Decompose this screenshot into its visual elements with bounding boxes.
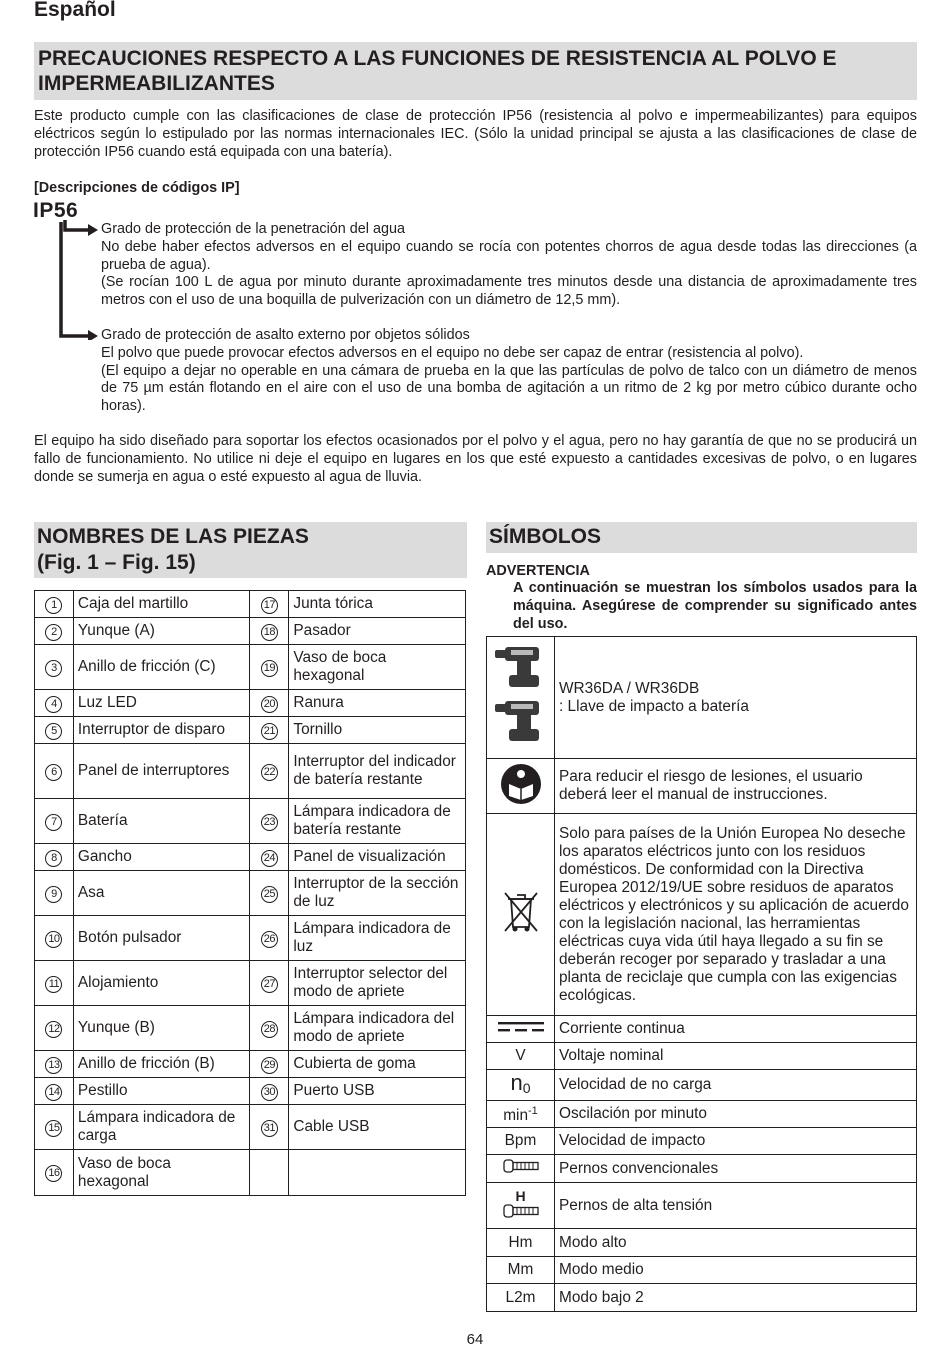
part-name: Gancho bbox=[73, 844, 250, 871]
bpm-symbol: Bpm bbox=[487, 1128, 555, 1155]
part-number-cell bbox=[35, 871, 74, 916]
part-number: 2 bbox=[45, 624, 62, 641]
part-name: Tornillo bbox=[289, 717, 466, 744]
medium-mode-symbol: Mm bbox=[487, 1257, 555, 1284]
part-number-cell bbox=[250, 690, 289, 717]
symbol-row-bpm bbox=[487, 1128, 917, 1155]
part-number-cell bbox=[250, 1078, 289, 1105]
part-name: Vaso de boca hexagonal bbox=[73, 1150, 250, 1196]
part-name: Interruptor de la sección de luz bbox=[289, 871, 466, 916]
part-number-cell bbox=[35, 1006, 74, 1051]
part-name: Asa bbox=[73, 871, 250, 916]
symbol-row-weee bbox=[487, 814, 917, 1016]
part-number: 16 bbox=[45, 1165, 62, 1182]
symbol-row-tool bbox=[487, 637, 917, 759]
part-number-cell bbox=[35, 645, 74, 690]
model-cell bbox=[555, 637, 917, 759]
part-number: 21 bbox=[261, 723, 278, 740]
low-mode-text: Modo bajo 2 bbox=[555, 1284, 917, 1312]
part-name bbox=[289, 1150, 466, 1196]
part-number-cell bbox=[35, 744, 74, 799]
part-name: Junta tórica bbox=[289, 591, 466, 618]
read-manual-icon bbox=[499, 762, 543, 806]
part-number: 3 bbox=[45, 660, 62, 677]
direct-current-icon bbox=[498, 1021, 544, 1033]
water-protection-block bbox=[101, 221, 917, 310]
symbol-row-no-load bbox=[487, 1070, 917, 1101]
parts-title-line2: (Fig. 1 – Fig. 15) bbox=[37, 551, 196, 574]
part-number-cell bbox=[35, 916, 74, 961]
part-number: 23 bbox=[261, 814, 278, 831]
part-number-cell bbox=[250, 717, 289, 744]
water-grade-title: Grado de protección de la penetración del agua bbox=[101, 221, 406, 237]
parts-row bbox=[35, 690, 466, 717]
part-number-cell bbox=[35, 690, 74, 717]
part-number: 24 bbox=[261, 850, 278, 867]
part-number: 28 bbox=[261, 1021, 278, 1038]
parts-row bbox=[35, 1051, 466, 1078]
part-number-cell bbox=[35, 1078, 74, 1105]
part-number-cell bbox=[35, 717, 74, 744]
voltage-symbol: V bbox=[487, 1043, 555, 1070]
part-name: Batería bbox=[73, 799, 250, 844]
part-number: 11 bbox=[45, 976, 62, 993]
part-number: 9 bbox=[45, 886, 62, 903]
part-number: 7 bbox=[45, 814, 62, 831]
parts-row bbox=[35, 1078, 466, 1105]
part-name: Interruptor selector del modo de apriete bbox=[289, 961, 466, 1006]
precautions-title: PRECAUCIONES RESPECTO A LAS FUNCIONES DE RESISTENCIA AL POLVO E IMPERMEABILIZANTES bbox=[34, 42, 917, 100]
water-grade-detail: (Se rocían 100 L de agua por minuto durante aproximadamente tres minutos desde una distancia de aproximadamente tres metros con el uso de una boquilla de pulverización con un diámetro de 12,5 mm). bbox=[101, 274, 917, 309]
part-name: Caja del martillo bbox=[73, 591, 250, 618]
high-mode-text: Modo alto bbox=[555, 1229, 917, 1257]
part-name: Panel de interruptores bbox=[73, 744, 250, 799]
part-name: Anillo de fricción (C) bbox=[73, 645, 250, 690]
medium-mode-text: Modo medio bbox=[555, 1257, 917, 1284]
part-number-cell bbox=[35, 1150, 74, 1196]
part-name: Ranura bbox=[289, 690, 466, 717]
parts-row bbox=[35, 645, 466, 690]
parts-row bbox=[35, 961, 466, 1006]
part-number-cell bbox=[250, 618, 289, 645]
part-number-cell bbox=[35, 1105, 74, 1150]
dust-grade-text: El polvo que puede provocar efectos adversos en el equipo no debe ser capaz de entrar (resistencia al polvo). bbox=[101, 344, 804, 361]
part-name: Vaso de boca hexagonal bbox=[289, 645, 466, 690]
part-number: 22 bbox=[261, 764, 278, 781]
voltage-text: Voltaje nominal bbox=[555, 1043, 917, 1070]
parts-row bbox=[35, 871, 466, 916]
bolt-icon bbox=[503, 1159, 539, 1173]
part-number-cell bbox=[35, 799, 74, 844]
weee-text: Solo para países de la Unión Europea No deseche los aparatos eléctricos junto con los residuos domésticos. De conformidad con la Directiva Europea 2012/19/UE sobre residuos de aparatos eléctricos y electrónicos y su aplicación de acuerdo con la legislación nacional, las herramientas eléctricas cuya vida útil haya llegado a su fin se deberán recoger por separado y trasladar a una planta de reciclaje que cumpla con las exigencias ecológicas. bbox=[555, 814, 917, 1016]
part-number: 5 bbox=[45, 723, 62, 740]
per-minute-text: Oscilación por minuto bbox=[555, 1101, 917, 1128]
low-mode-symbol: L2m bbox=[487, 1284, 555, 1312]
symbol-row-low-mode bbox=[487, 1284, 917, 1312]
part-number: 17 bbox=[261, 597, 278, 614]
parts-row bbox=[35, 1150, 466, 1196]
part-number: 27 bbox=[261, 976, 278, 993]
part-number: 29 bbox=[261, 1057, 278, 1074]
part-number-cell bbox=[250, 591, 289, 618]
precautions-intro: Este producto cumple con las clasificaciones de clase de protección IP56 (resistencia al polvo e impermeabilizantes) para equipos eléctricos según lo estipulado por las normas internacionales IEC. (Sólo la unidad principal se ajusta a las clasificaciones de clase de protección IP56 cuando está equipada con una batería). bbox=[34, 108, 917, 160]
parts-row bbox=[35, 799, 466, 844]
parts-title bbox=[34, 522, 467, 578]
high-mode-symbol: Hm bbox=[487, 1229, 555, 1257]
part-name: Botón pulsador bbox=[73, 916, 250, 961]
no-load-text: Velocidad de no carga bbox=[555, 1070, 917, 1101]
symbol-row-manual bbox=[487, 759, 917, 814]
part-name: Cable USB bbox=[289, 1105, 466, 1150]
part-number: 26 bbox=[261, 931, 278, 948]
bolt-text: Pernos convencionales bbox=[555, 1155, 917, 1183]
parts-row bbox=[35, 1105, 466, 1150]
part-number: 14 bbox=[45, 1084, 62, 1101]
part-name: Lámpara indicadora del modo de apriete bbox=[289, 1006, 466, 1051]
part-number-cell bbox=[35, 961, 74, 1006]
page-number: 64 bbox=[466, 1331, 484, 1348]
part-name: Anillo de fricción (B) bbox=[73, 1051, 250, 1078]
part-name: Yunque (B) bbox=[73, 1006, 250, 1051]
part-number-cell bbox=[250, 1051, 289, 1078]
part-number: 30 bbox=[261, 1084, 278, 1101]
high-tension-letter: H bbox=[515, 1187, 526, 1204]
ip-codes-heading: [Descripciones de códigos IP] bbox=[34, 180, 240, 196]
symbols-table bbox=[486, 636, 917, 1312]
part-number-cell bbox=[250, 961, 289, 1006]
part-number-cell bbox=[250, 1150, 289, 1196]
ip-bracket-arrows bbox=[58, 220, 100, 340]
part-number: 4 bbox=[45, 696, 62, 713]
part-number-cell bbox=[35, 591, 74, 618]
high-tension-bolt-icon bbox=[503, 1204, 539, 1218]
part-number: 18 bbox=[261, 624, 278, 641]
dust-grade-title: Grado de protección de asalto externo por objetos sólidos bbox=[101, 327, 470, 343]
parts-row bbox=[35, 1006, 466, 1051]
water-grade-text: No debe haber efectos adversos en el equipo cuando se rocía con potentes chorros de agua desde todas las direcciones (a prueba de agua). bbox=[101, 238, 917, 273]
part-name: Pestillo bbox=[73, 1078, 250, 1105]
dust-protection-block bbox=[101, 327, 917, 416]
part-name: Alojamiento bbox=[73, 961, 250, 1006]
part-number: 31 bbox=[261, 1120, 278, 1137]
part-name: Lámpara indicadora de luz bbox=[289, 916, 466, 961]
model-number: WR36DA / WR36DB bbox=[559, 679, 700, 697]
parts-row bbox=[35, 618, 466, 645]
part-number: 15 bbox=[45, 1120, 62, 1137]
symbol-row-high-mode bbox=[487, 1229, 917, 1257]
precautions-closing: El equipo ha sido diseñado para soportar los efectos ocasionados por el polvo y el agua, pero no hay garantía de que no se producirá un fallo de funcionamiento. No utilice ni deje el equipo en lugares en los que esté expuesto a cantidades excesivas de polvo, o en lugares donde se sumerja en agua o esté expuesto al agua de lluvia. bbox=[34, 433, 917, 485]
model-description: : Llave de impacto a batería bbox=[559, 697, 749, 715]
high-tension-text: Pernos de alta tensión bbox=[555, 1183, 917, 1229]
parts-title-line1: NOMBRES DE LAS PIEZAS bbox=[37, 525, 309, 548]
impact-wrench-icon bbox=[487, 637, 555, 759]
symbols-title: SÍMBOLOS bbox=[486, 522, 917, 553]
language-heading: Español bbox=[34, 0, 116, 21]
part-number: 6 bbox=[45, 764, 62, 781]
part-number-cell bbox=[250, 916, 289, 961]
part-name: Cubierta de goma bbox=[289, 1051, 466, 1078]
part-number: 13 bbox=[45, 1057, 62, 1074]
symbol-row-voltage bbox=[487, 1043, 917, 1070]
symbol-row-bolt bbox=[487, 1155, 917, 1183]
part-number: 12 bbox=[45, 1021, 62, 1038]
part-number-cell bbox=[35, 844, 74, 871]
part-name: Interruptor del indicador de batería restante bbox=[289, 744, 466, 799]
parts-row bbox=[35, 844, 466, 871]
part-number-cell bbox=[35, 618, 74, 645]
manual-text: Para reducir el riesgo de lesiones, el usuario deberá leer el manual de instrucciones. bbox=[555, 759, 917, 814]
symbol-row-dc bbox=[487, 1016, 917, 1043]
part-number-cell bbox=[250, 844, 289, 871]
part-number: 10 bbox=[45, 931, 62, 948]
part-name: Panel de visualización bbox=[289, 844, 466, 871]
part-number: 1 bbox=[45, 597, 62, 614]
part-number: 20 bbox=[261, 696, 278, 713]
bpm-text: Velocidad de impacto bbox=[555, 1128, 917, 1155]
part-name: Lámpara indicadora de batería restante bbox=[289, 799, 466, 844]
ip-code: IP56 bbox=[33, 199, 79, 222]
part-name: Yunque (A) bbox=[73, 618, 250, 645]
part-number: 19 bbox=[261, 660, 278, 677]
part-name: Interruptor de disparo bbox=[73, 717, 250, 744]
crossed-bin-icon bbox=[501, 889, 541, 935]
part-name: Luz LED bbox=[73, 690, 250, 717]
symbol-row-medium-mode bbox=[487, 1257, 917, 1284]
part-number-cell bbox=[250, 1006, 289, 1051]
parts-row bbox=[35, 717, 466, 744]
per-minute-symbol: $\min^{-1}$ bbox=[487, 1101, 555, 1128]
part-number: 8 bbox=[45, 850, 62, 867]
parts-row bbox=[35, 591, 466, 618]
part-number-cell bbox=[35, 1051, 74, 1078]
part-number: 25 bbox=[261, 886, 278, 903]
symbols-intro: A continuación se muestran los símbolos usados para la máquina. Asegúrese de comprender su significado antes del uso. bbox=[513, 580, 917, 632]
dc-text: Corriente continua bbox=[555, 1016, 917, 1043]
part-name: Lámpara indicadora de carga bbox=[73, 1105, 250, 1150]
parts-row bbox=[35, 916, 466, 961]
part-name: Puerto USB bbox=[289, 1078, 466, 1105]
warning-label: ADVERTENCIA bbox=[486, 563, 590, 579]
no-load-symbol: $n_0$ bbox=[487, 1070, 555, 1101]
part-name: Pasador bbox=[289, 618, 466, 645]
dust-grade-detail: (El equipo a dejar no operable en una cámara de prueba en la que las partículas de polvo de talco con un diámetro de menos de 75 µm están flotando en el aire con el uso de una bomba de agitación a un ritmo de 2 kg por metro cúbico durante ocho horas). bbox=[101, 362, 917, 415]
symbol-row-min bbox=[487, 1101, 917, 1128]
impact-wrench-icon bbox=[491, 641, 551, 749]
part-number-cell bbox=[250, 645, 289, 690]
parts-table bbox=[34, 590, 466, 1196]
part-number-cell bbox=[250, 1105, 289, 1150]
symbol-row-high-tension bbox=[487, 1183, 917, 1229]
part-number-cell bbox=[250, 799, 289, 844]
part-number-cell bbox=[250, 744, 289, 799]
part-number-cell bbox=[250, 871, 289, 916]
parts-row bbox=[35, 744, 466, 799]
